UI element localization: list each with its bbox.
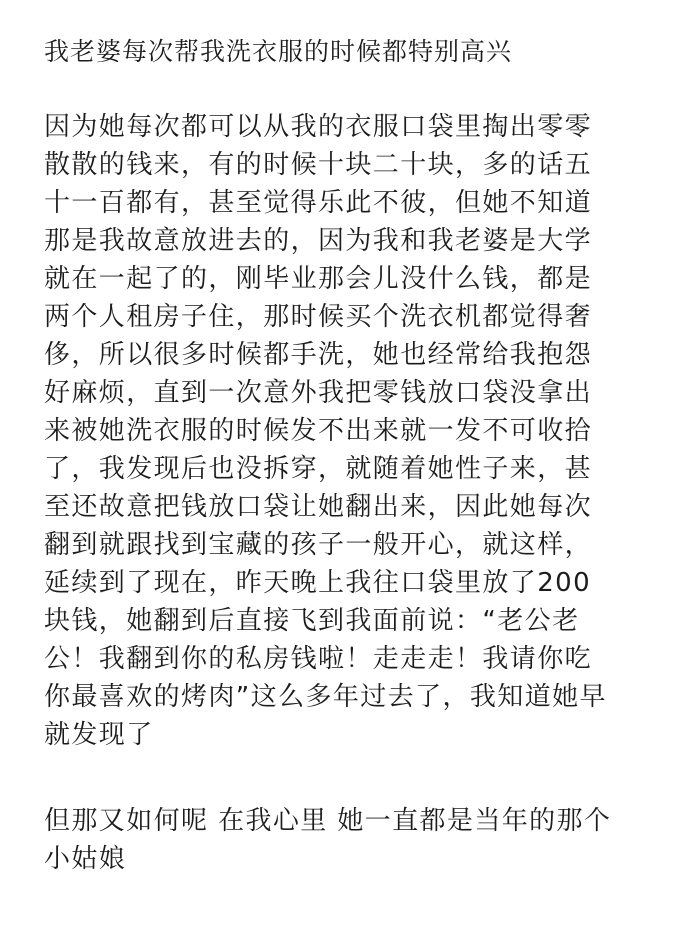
text-line: 公！我翻到你的私房钱啦！走走走！我请你吃 xyxy=(44,644,593,674)
text-line: 就发现了 xyxy=(44,720,154,750)
text-line: 散散的钱来，有的时候十块二十块，多的话五 xyxy=(44,150,593,180)
text-line: 十一百都有，甚至觉得乐此不彼，但她不知道 xyxy=(44,188,593,218)
text-line: 你最喜欢的烤肉”这么多年过去了，我知道她早 xyxy=(44,682,607,712)
text-line: 因为她每次都可以从我的衣服口袋里掏出零零 xyxy=(44,112,593,142)
story-paragraph xyxy=(44,108,654,754)
text-line: 翻到就跟找到宝藏的孩子一般开心，就这样， xyxy=(44,530,593,560)
text-line: 那是我故意放进去的，因为我和我老婆是大学 xyxy=(44,226,593,256)
text-line: 两个人租房子住，那时候买个洗衣机都觉得奢 xyxy=(44,302,593,332)
closing-paragraph xyxy=(44,802,654,878)
text-line: 来被她洗衣服的时候发不出来就一发不可收拾 xyxy=(44,416,593,446)
text-line: 块钱，她翻到后直接飞到我面前说：“老公老 xyxy=(44,606,580,636)
post-title: 我老婆每次帮我洗衣服的时候都特别高兴 xyxy=(44,37,513,66)
text-line: 但那又如何呢 在我心里 她一直都是当年的那个 xyxy=(44,806,612,836)
text-line: 了，我发现后也没拆穿，就随着她性子来，甚 xyxy=(44,454,593,484)
text-line: 侈，所以很多时候都手洗，她也经常给我抱怨 xyxy=(44,340,593,370)
text-line: 好麻烦，直到一次意外我把零钱放口袋没拿出 xyxy=(44,378,593,408)
text-line: 延续到了现在，昨天晚上我往口袋里放了200 xyxy=(44,568,592,598)
text-line: 至还故意把钱放口袋让她翻出来，因此她每次 xyxy=(44,492,593,522)
text-line: 就在一起了的，刚毕业那会儿没什么钱，都是 xyxy=(44,264,593,294)
text-line: 小姑娘 xyxy=(44,844,127,874)
